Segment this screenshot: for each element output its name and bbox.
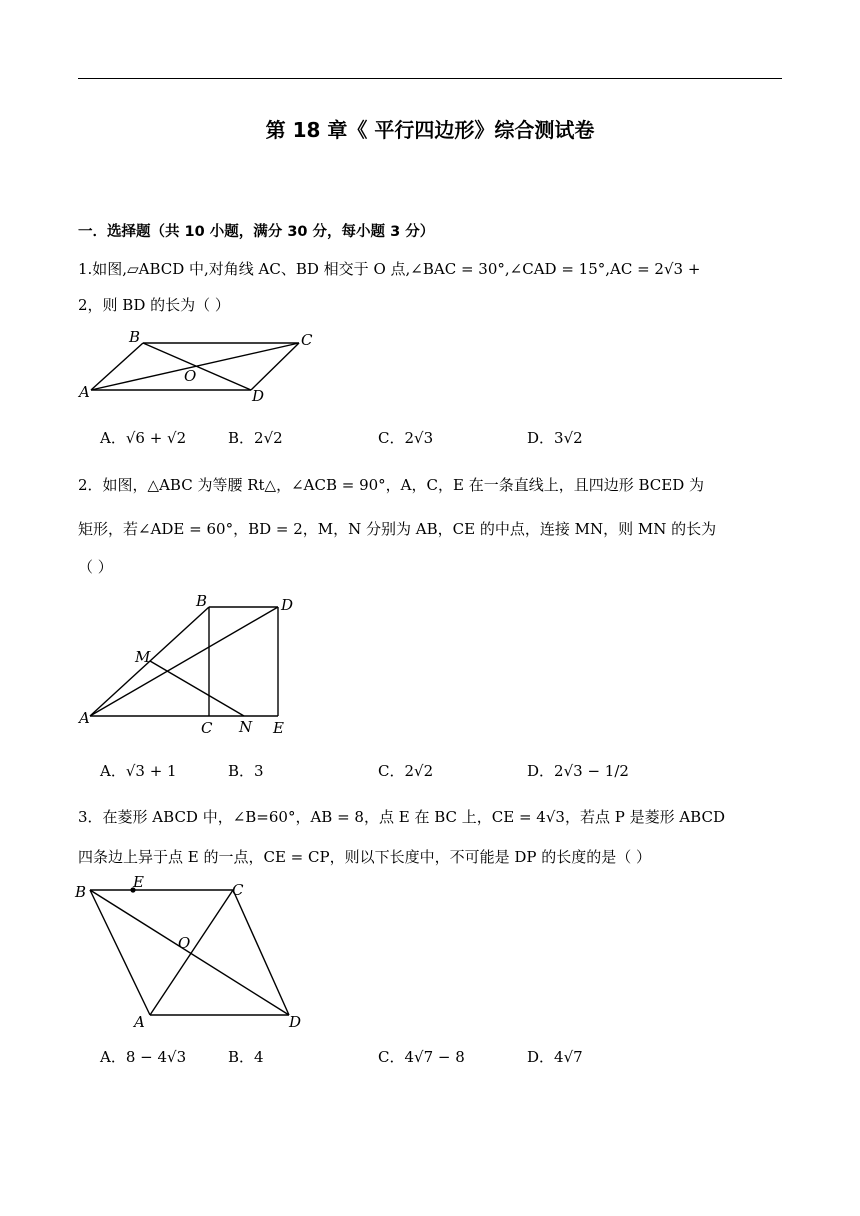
question-1-options: [100, 427, 800, 451]
label-a: A: [134, 1013, 145, 1031]
label-b: B: [129, 328, 141, 346]
label-c: C: [301, 331, 313, 349]
question-3-line-2: 四条边上异于点 E 的一点，CE = CP，则以下长度中，不可能是 DP 的长度的是（ ）: [78, 848, 652, 866]
figure-rhombus: [70, 870, 320, 1035]
question-1-line-1: 1.如图,▱ABCD 中,对角线 AC、BD 相交于 O 点,∠BAC = 30°,∠CAD = 15°,AC = 2√3 +: [78, 260, 701, 278]
page-title: 第 18 章《 平行四边形》综合测试卷: [265, 118, 595, 142]
option-c[interactable]: C．2√3: [378, 429, 434, 447]
question-3-options: [100, 1046, 800, 1070]
question-2-line-2: 矩形，若∠ADE = 60°，BD = 2，M，N 分别为 AB，CE 的中点，连接 MN，则 MN 的长为: [78, 520, 717, 538]
label-e: E: [273, 719, 284, 737]
segment-ad: [90, 607, 278, 716]
edge-cd: [233, 890, 289, 1015]
figure-parallelogram: [70, 325, 330, 405]
edge-ab: [91, 343, 143, 390]
option-d[interactable]: D．4√7: [527, 1048, 583, 1066]
question-1-line-2: 2，则 BD 的长为（ ）: [78, 296, 230, 314]
segment-mn: [150, 661, 244, 716]
section-heading: 一．选择题（共 10 小题，满分 30 分，每小题 3 分）: [78, 224, 435, 240]
edge-cd: [251, 343, 299, 390]
label-e: E: [133, 873, 144, 891]
question-3-line-1: 3．在菱形 ABCD 中，∠B=60°，AB = 8，点 E 在 BC 上，CE = 4√3，若点 P 是菱形 ABCD: [78, 808, 725, 826]
label-o: O: [184, 367, 197, 385]
label-a: A: [79, 709, 90, 727]
option-b[interactable]: B．3: [228, 762, 264, 780]
option-c[interactable]: C．2√2: [378, 762, 434, 780]
option-c[interactable]: C．4√7 − 8: [378, 1048, 465, 1066]
label-o: O: [178, 934, 191, 952]
option-a[interactable]: A．√6 + √2: [100, 429, 187, 447]
label-b: B: [75, 883, 87, 901]
diagonal-ac: [150, 890, 233, 1015]
label-c: C: [232, 881, 244, 899]
label-m: M: [135, 648, 151, 666]
option-b[interactable]: B．2√2: [228, 429, 283, 447]
header-rule: [78, 78, 782, 79]
question-2-line-3: （ ）: [78, 558, 113, 576]
label-n: N: [239, 718, 253, 736]
label-d: D: [252, 387, 265, 405]
figure-rectangle-triangle: [70, 590, 310, 740]
option-a[interactable]: A．√3 + 1: [100, 762, 177, 780]
label-c: C: [201, 719, 213, 737]
label-d: D: [289, 1013, 302, 1031]
option-d[interactable]: D．2√3 − 1/2: [527, 762, 629, 780]
option-b[interactable]: B．4: [228, 1048, 264, 1066]
question-2-options: [100, 760, 800, 784]
label-b: B: [196, 592, 208, 610]
diagonal-bd: [143, 343, 251, 390]
option-d[interactable]: D．3√2: [527, 429, 583, 447]
label-a: A: [79, 383, 90, 401]
label-d: D: [281, 596, 294, 614]
option-a[interactable]: A．8 − 4√3: [100, 1048, 187, 1066]
question-2-line-1: 2．如图，△ABC 为等腰 Rt△，∠ACB = 90°，A，C，E 在一条直线上，且四边形 BCED 为: [78, 476, 704, 494]
